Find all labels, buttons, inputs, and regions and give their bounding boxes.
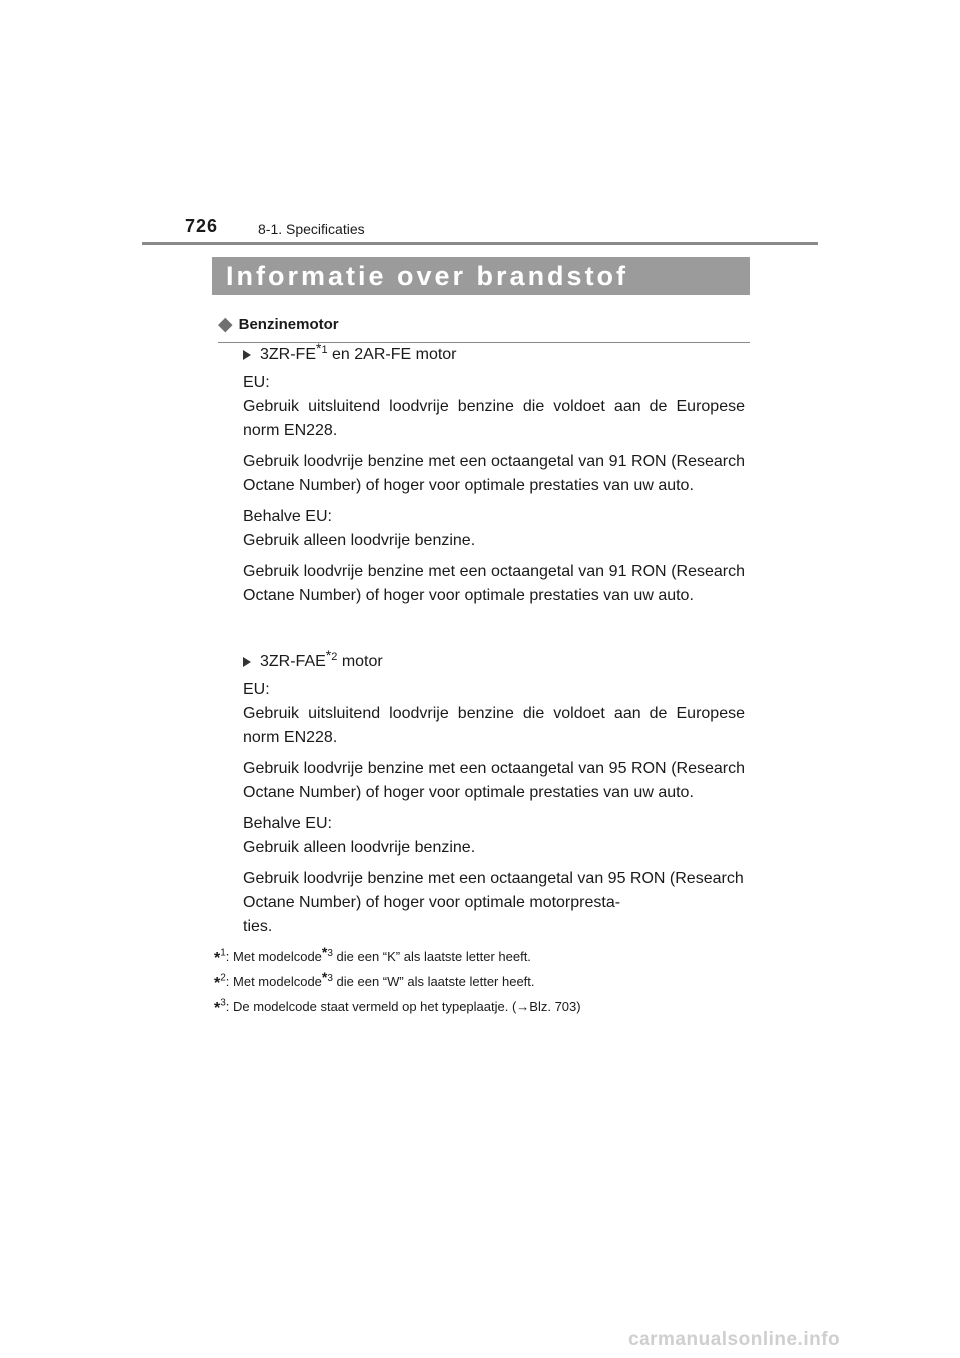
watermark: carmanualsonline.info — [628, 1329, 841, 1350]
content-block-1 — [243, 339, 745, 615]
page-title: Informatie over brandstof — [226, 261, 629, 291]
paragraph: EU: Gebruik uitsluitend loodvrije benzine die voldoet aan de Europese norm EN228. — [243, 374, 745, 439]
engine-heading-2 — [243, 646, 745, 674]
paragraph: EU: Gebruik uitsluitend loodvrije benzine die voldoet aan de Europese norm EN228. — [243, 681, 745, 746]
diamond-icon: ◆ — [218, 314, 233, 335]
paragraph: Gebruik loodvrije benzine met een octaangetal van 95 RON (Research Octane Number) of hoger voor optimale prestaties van uw auto. — [243, 760, 745, 801]
content-block-2 — [243, 646, 745, 946]
sub-heading — [218, 313, 750, 343]
section-label: 8-1. Specificaties — [258, 221, 365, 237]
triangle-right-icon — [243, 350, 251, 360]
paragraph: Gebruik loodvrije benzine met een octaangetal van 91 RON (Research Octane Number) of hoger voor optimale prestaties van uw auto. — [243, 453, 745, 494]
engine-suffix: motor — [337, 653, 383, 670]
sub-heading-text: Benzinemotor — [238, 316, 339, 333]
paragraph: Behalve EU: Gebruik alleen loodvrije benzine. — [243, 508, 476, 549]
footnote-1: *$^1$: Met modelcode$^{*3}$ die een “K” als laatste letter heeft. — [214, 943, 531, 967]
engine-heading-1 — [243, 339, 745, 367]
footnote-3: *$^3$: De modelcode staat vermeld op het typeplaatje. (→Blz. 703) — [214, 997, 581, 1017]
paragraph: Behalve EU: Gebruik alleen loodvrije benzine. — [243, 815, 476, 856]
engine-suffix: en 2AR-FE motor — [327, 346, 457, 363]
footnote-ref: *2 — [325, 646, 338, 663]
triangle-right-icon — [243, 657, 251, 667]
paragraph: Gebruik loodvrije benzine met een octaangetal van 91 RON (Research Octane Number) of hoger voor optimale prestaties van uw auto. — [243, 563, 745, 604]
engine-name: 3ZR-FAE — [260, 653, 326, 670]
title-bar — [212, 257, 750, 295]
page-number: 726 — [185, 216, 219, 236]
engine-name: 3ZR-FE — [260, 346, 316, 363]
footnote-2: *$^2$: Met modelcode$^{*3}$ die een “W” als laatste letter heeft. — [214, 968, 535, 992]
header-rule — [142, 242, 818, 245]
footnote-ref: *1 — [316, 339, 328, 356]
paragraph: Gebruik loodvrije benzine met een octaangetal van 95 RON (Research Octane Number) of hoger voor optimale motorpresta- ties. — [243, 870, 744, 935]
